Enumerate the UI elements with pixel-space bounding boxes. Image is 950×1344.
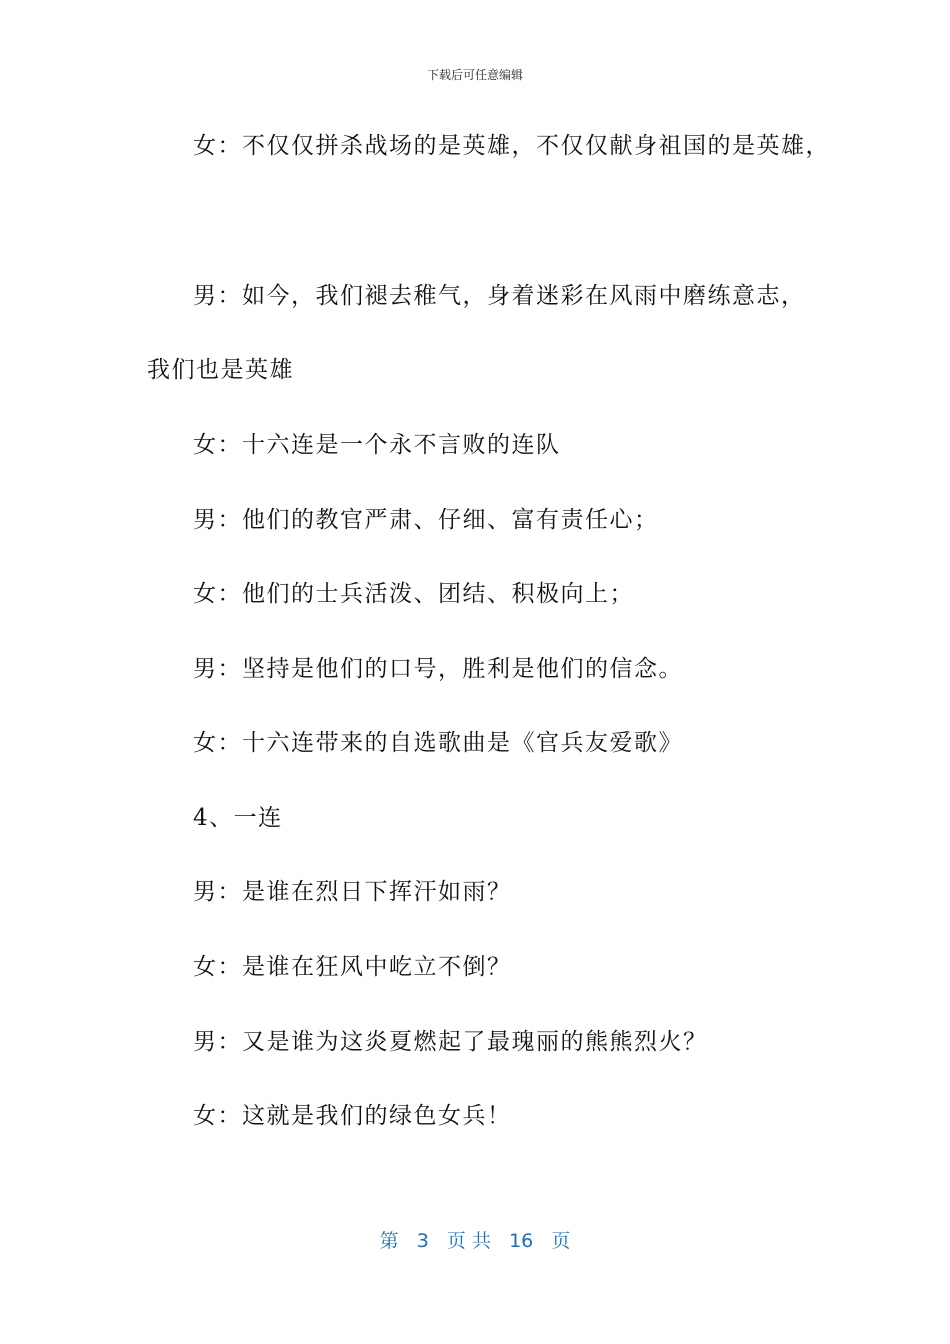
page-footer <box>0 1226 950 1253</box>
total-page-count: 16 <box>509 1230 534 1252</box>
dialogue-line: 男：他们的教官严肃、仔细、富有责任心； <box>193 507 659 533</box>
dialogue-line: 女：是谁在狂风中屹立不倒？ <box>193 954 512 980</box>
dialogue-line: 女：不仅仅拼杀战场的是英雄，不仅仅献身祖国的是英雄， <box>193 133 830 159</box>
dialogue-line: 女：十六连是一个永不言败的连队 <box>193 432 561 458</box>
dialogue-line: 男：又是谁为这炎夏燃起了最瑰丽的熊熊烈火？ <box>193 1029 708 1055</box>
dialogue-line: 男：是谁在烈日下挥汗如雨？ <box>193 879 512 905</box>
dialogue-line-continued: 我们也是英雄 <box>147 357 294 383</box>
dialogue-line: 女：十六连带来的自选歌曲是《官兵友爱歌》 <box>193 730 683 756</box>
dialogue-line: 女：他们的士兵活泼、团结、积极向上； <box>193 581 634 607</box>
footer-suffix: 页 <box>551 1230 571 1252</box>
dialogue-line: 男：坚持是他们的口号，胜利是他们的信念。 <box>193 656 683 682</box>
footer-middle: 页 共 <box>446 1230 491 1252</box>
dialogue-line: 女：这就是我们的绿色女兵！ <box>193 1103 512 1129</box>
section-heading: 4、一连 <box>193 805 283 831</box>
page-header: 下载后可任意编辑 <box>426 68 523 82</box>
footer-prefix: 第 <box>379 1230 399 1252</box>
current-page-number: 3 <box>416 1230 429 1252</box>
dialogue-line: 男：如今，我们褪去稚气，身着迷彩在风雨中磨练意志， <box>193 283 806 309</box>
